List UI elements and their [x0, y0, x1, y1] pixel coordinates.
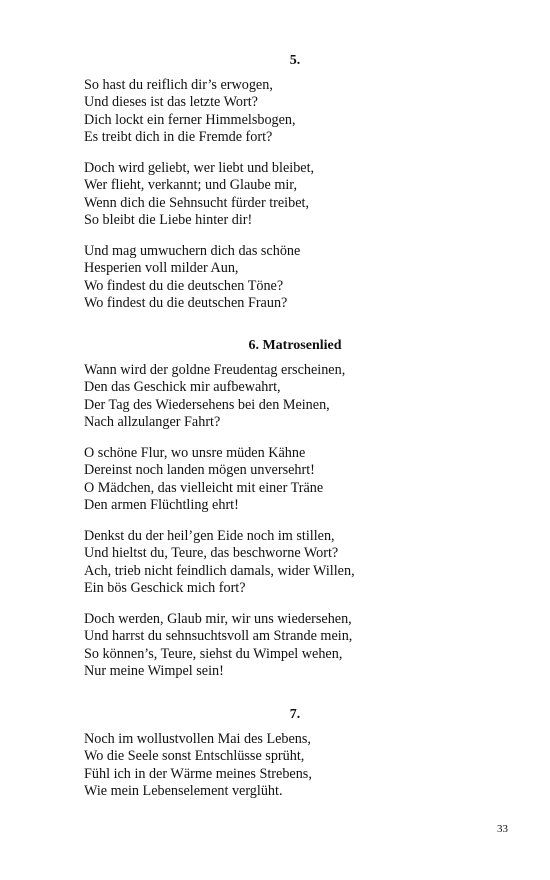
- verse-line: Doch wird geliebt, wer liebt und bleibet,: [84, 160, 315, 176]
- verse-line: Doch werden, Glaub mir, wir uns wiedersehen,: [84, 611, 352, 627]
- verse-line: Und mag umwuchern dich das schöne: [84, 243, 301, 259]
- verse-line: So bleibt die Liebe hinter dir!: [84, 211, 253, 228]
- verse-line: Wo findest du die deutschen Töne?: [84, 277, 284, 294]
- verse-line: Nach allzulanger Fahrt?: [84, 413, 221, 430]
- verse-line: Hesperien voll milder Aun,: [84, 260, 239, 277]
- verse-line: Wo die Seele sonst Entschlüsse sprüht,: [84, 748, 305, 765]
- page-number: 33: [497, 823, 508, 835]
- verse-line: Und hieltst du, Teure, das beschworne Wort?: [84, 545, 339, 562]
- verse-line: Ein bös Geschick mich fort?: [84, 579, 246, 596]
- verse-line: So hast du reiflich dir’s erwogen,: [84, 77, 273, 93]
- verse-line: So können’s, Teure, siehst du Wimpel wehen,: [84, 645, 343, 662]
- poem-7-stanza-1: [84, 731, 504, 800]
- poem-5-stanza-2: [84, 160, 504, 229]
- verse-line: Den armen Flüchtling ehrt!: [84, 496, 239, 513]
- verse-line: O Mädchen, das vielleicht mit einer Träne: [84, 479, 324, 496]
- verse-line: Und dieses ist das letzte Wort?: [84, 94, 258, 111]
- verse-line: Wenn dich die Sehnsucht fürder treibet,: [84, 194, 309, 211]
- poem-heading-5: 5.: [289, 53, 301, 68]
- verse-line: Es treibt dich in die Fremde fort?: [84, 128, 273, 145]
- poem-heading-6: 6. Matrosenlied: [248, 338, 342, 353]
- verse-line: Fühl ich in der Wärme meines Strebens,: [84, 765, 312, 782]
- poem-6-stanza-3: [84, 528, 504, 597]
- verse-line: Den das Geschick mir aufbewahrt,: [84, 379, 281, 396]
- verse-line: Und harrst du sehnsuchtsvoll am Strande mein,: [84, 628, 353, 645]
- verse-line: Wo findest du die deutschen Fraun?: [84, 294, 288, 311]
- verse-line: Wer flieht, verkannt; und Glaube mir,: [84, 177, 298, 194]
- poem-5-stanza-3: [84, 243, 504, 312]
- verse-line: Dereinst noch landen mögen unversehrt!: [84, 462, 315, 479]
- verse-line: Noch im wollustvollen Mai des Lebens,: [84, 731, 311, 747]
- poem-6-stanza-1: [84, 362, 504, 431]
- verse-line: Dich lockt ein ferner Himmelsbogen,: [84, 111, 296, 128]
- verse-line: O schöne Flur, wo unsre müden Kähne: [84, 445, 306, 461]
- verse-line: Der Tag des Wiedersehens bei den Meinen,: [84, 396, 330, 413]
- verse-line: Nur meine Wimpel sein!: [84, 662, 224, 679]
- verse-line: Denkst du der heil’gen Eide noch im stillen,: [84, 528, 335, 544]
- poem-5-stanza-1: [84, 77, 504, 146]
- verse-line: Wann wird der goldne Freudentag erscheinen,: [84, 362, 346, 378]
- verse-line: Wie mein Lebenselement verglüht.: [84, 782, 283, 799]
- verse-line: Ach, trieb nicht feindlich damals, wider Willen,: [84, 562, 355, 579]
- poem-6-stanza-4: [84, 611, 504, 680]
- poem-6-stanza-2: [84, 445, 504, 514]
- poem-heading-7: 7.: [289, 707, 301, 722]
